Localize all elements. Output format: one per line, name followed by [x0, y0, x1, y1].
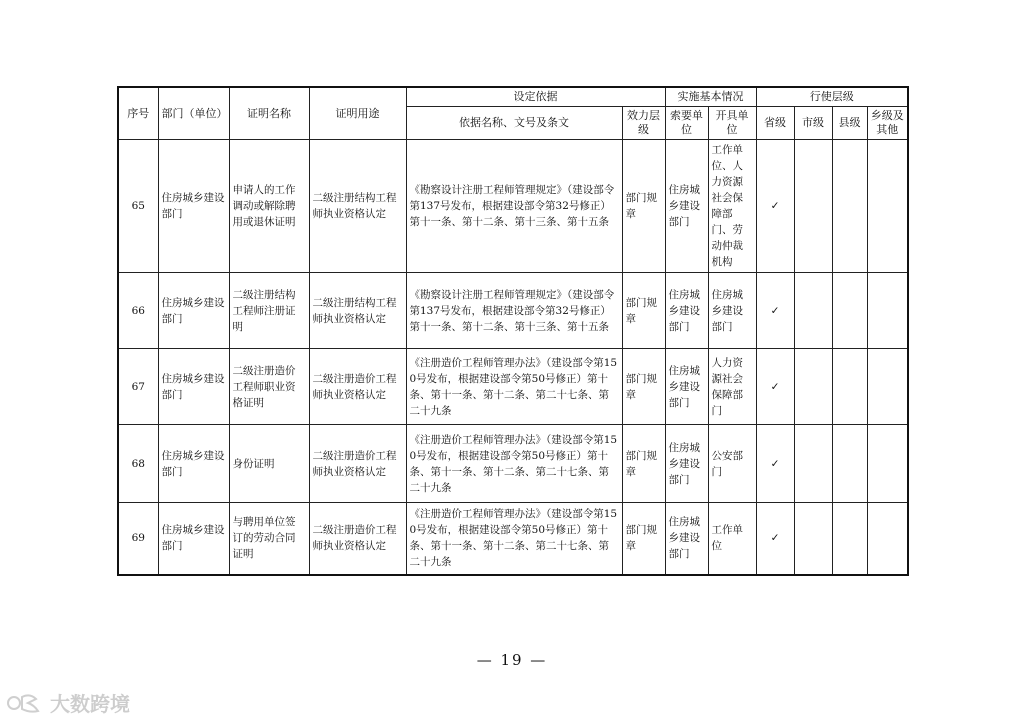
header-basis-level: 效力层级: [622, 107, 665, 140]
cell-town: [867, 349, 908, 425]
cell-dept: 住房城乡建设部门: [158, 140, 229, 273]
watermark: [6, 688, 130, 717]
header-impl-issue: 开具单位: [708, 107, 756, 140]
cell-basis: 《注册造价工程师管理办法》（建设部令第150号发布，根据建设部令第50号修正）第十条、第十一条、第十二条、第二十七条、第二十九条: [406, 503, 622, 575]
cell-basis: 《勘察设计注册工程师管理规定》（建设部令第137号发布，根据建设部令第32号修正）第十一条、第十二条、第十三条、第十五条: [406, 273, 622, 349]
cell-req: 住房城乡建设部门: [665, 349, 708, 425]
cell-city: [794, 349, 832, 425]
cell-dept: 住房城乡建设部门: [158, 273, 229, 349]
cell-city: [794, 273, 832, 349]
table-row: [118, 140, 908, 273]
cell-cert-use: 二级注册造价工程师执业资格认定: [309, 503, 406, 575]
cell-level: 部门规章: [622, 273, 665, 349]
cell-dept: 住房城乡建设部门: [158, 503, 229, 575]
cell-seq: 66: [118, 273, 158, 349]
cell-issue: 人力资源社会保障部门: [708, 349, 756, 425]
header-lvl-town: 乡级及其他: [867, 107, 908, 140]
table-row: [118, 273, 908, 349]
cell-county: [832, 349, 867, 425]
certificate-table: [117, 86, 909, 576]
cell-cert-use: 二级注册结构工程师执业资格认定: [309, 273, 406, 349]
header-basis-group: 设定依据: [406, 87, 665, 107]
header-basis-name: 依据名称、文号及条文: [406, 107, 622, 140]
cell-cert-name: 与聘用单位签订的劳动合同证明: [229, 503, 309, 575]
cell-county: [832, 140, 867, 273]
cell-req: 住房城乡建设部门: [665, 425, 708, 503]
cell-dept: 住房城乡建设部门: [158, 425, 229, 503]
cell-seq: 65: [118, 140, 158, 273]
cell-level: 部门规章: [622, 425, 665, 503]
cell-issue: 住房城乡建设部门: [708, 273, 756, 349]
cell-city: [794, 140, 832, 273]
cell-town: [867, 503, 908, 575]
cell-cert-name: 身份证明: [229, 425, 309, 503]
cell-basis: 《勘察设计注册工程师管理规定》（建设部令第137号发布，根据建设部令第32号修正）第十一条、第十二条、第十三条、第十五条: [406, 140, 622, 273]
header-lvl-city: 市级: [794, 107, 832, 140]
cell-seq: 67: [118, 349, 158, 425]
cell-county: [832, 503, 867, 575]
cell-prov-check: ✓: [756, 349, 794, 425]
cell-req: 住房城乡建设部门: [665, 273, 708, 349]
cell-issue: 工作单位、人力资源社会保障部门、劳动仲裁机构: [708, 140, 756, 273]
cell-prov-check: ✓: [756, 273, 794, 349]
cell-cert-use: 二级注册造价工程师执业资格认定: [309, 425, 406, 503]
cell-issue: 工作单位: [708, 503, 756, 575]
cell-issue: 公安部门: [708, 425, 756, 503]
cell-basis: 《注册造价工程师管理办法》（建设部令第150号发布，根据建设部令第50号修正）第十条、第十一条、第十二条、第二十七条、第二十九条: [406, 425, 622, 503]
cell-prov-check: ✓: [756, 140, 794, 273]
cell-town: [867, 273, 908, 349]
header-impl-req: 索要单位: [665, 107, 708, 140]
header-lvl-prov: 省级: [756, 107, 794, 140]
cell-county: [832, 425, 867, 503]
table-row: [118, 503, 908, 575]
cell-basis: 《注册造价工程师管理办法》（建设部令第150号发布，根据建设部令第50号修正）第十条、第十一条、第十二条、第二十七条、第二十九条: [406, 349, 622, 425]
document-table-wrapper: [117, 86, 909, 576]
cell-county: [832, 273, 867, 349]
table-row: [118, 425, 908, 503]
cell-city: [794, 425, 832, 503]
table-row: [118, 349, 908, 425]
cell-cert-name: 二级注册结构工程师注册证明: [229, 273, 309, 349]
cell-prov-check: ✓: [756, 425, 794, 503]
cell-req: 住房城乡建设部门: [665, 140, 708, 273]
cell-level: 部门规章: [622, 140, 665, 273]
cell-cert-name: 二级注册造价工程师职业资格证明: [229, 349, 309, 425]
header-seq: 序号: [118, 87, 158, 140]
header-cert-name: 证明名称: [229, 87, 309, 140]
cell-cert-use: 二级注册造价工程师执业资格认定: [309, 349, 406, 425]
header-level-group: 行使层级: [756, 87, 908, 107]
header-impl-group: 实施基本情况: [665, 87, 756, 107]
cell-level: 部门规章: [622, 503, 665, 575]
header-cert-use: 证明用途: [309, 87, 406, 140]
cell-prov-check: ✓: [756, 503, 794, 575]
header-row-1: [118, 87, 908, 107]
cell-cert-use: 二级注册结构工程师执业资格认定: [309, 140, 406, 273]
cell-dept: 住房城乡建设部门: [158, 349, 229, 425]
cell-city: [794, 503, 832, 575]
watermark-text: 大数跨境: [50, 692, 130, 716]
cell-cert-name: 申请人的工作调动或解除聘用或退休证明: [229, 140, 309, 273]
cell-seq: 69: [118, 503, 158, 575]
cell-level: 部门规章: [622, 349, 665, 425]
cell-town: [867, 140, 908, 273]
page-number: — 19 —: [476, 651, 548, 669]
cell-req: 住房城乡建设部门: [665, 503, 708, 575]
cell-town: [867, 425, 908, 503]
header-lvl-county: 县级: [832, 107, 867, 140]
logo-icon: [6, 691, 44, 715]
cell-seq: 68: [118, 425, 158, 503]
header-dept: 部门（单位）: [158, 87, 229, 140]
